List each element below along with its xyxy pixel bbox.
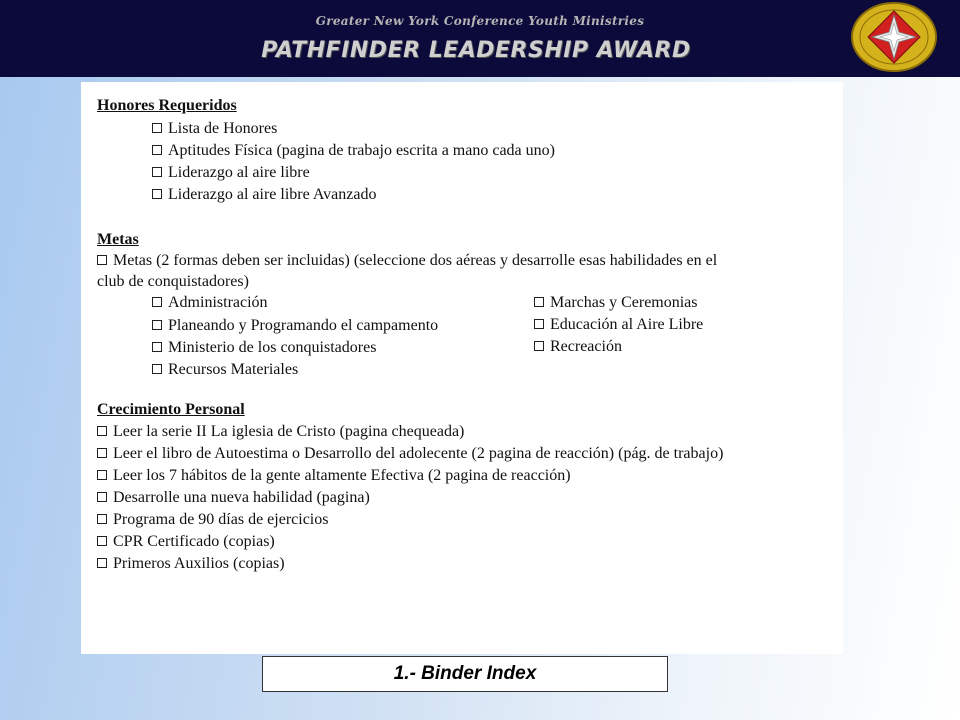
checkbox-icon — [152, 167, 162, 177]
checkbox-icon — [97, 426, 107, 436]
checkbox-icon — [152, 364, 162, 374]
checklist-item: Leer la serie II La iglesia de Cristo (pagina chequeada) — [97, 422, 464, 442]
header-banner — [0, 0, 960, 77]
checklist-item: Marchas y Ceremonias — [534, 293, 698, 313]
checklist-item: Administración — [152, 293, 268, 313]
checklist-item: Lista de Honores — [152, 119, 277, 139]
checkbox-icon — [97, 470, 107, 480]
checklist-item: Liderazgo al aire libre — [152, 163, 310, 183]
checklist-item: Metas (2 formas deben ser incluidas) (seleccione dos aéreas y desarrolle esas habilidades en el — [97, 251, 717, 271]
checkbox-icon — [152, 320, 162, 330]
section-heading-metas: Metas — [97, 231, 139, 248]
checklist-item: Liderazgo al aire libre Avanzado — [152, 185, 376, 205]
checkbox-icon — [97, 448, 107, 458]
binder-index-document — [81, 82, 843, 654]
checkbox-icon — [534, 341, 544, 351]
header-subtitle: Greater New York Conference Youth Ministries — [315, 14, 645, 28]
checkbox-icon — [152, 189, 162, 199]
checklist-item: Aptitudes Física (pagina de trabajo escrita a mano cada uno) — [152, 141, 555, 161]
checkbox-icon — [152, 123, 162, 133]
checklist-item: Leer los 7 hábitos de la gente altamente Efectiva (2 pagina de reacción) — [97, 466, 571, 486]
metas-intro-continuation: club de conquistadores) — [97, 273, 249, 290]
checkbox-icon — [152, 145, 162, 155]
checklist-item: Recursos Materiales — [152, 360, 298, 380]
checkbox-icon — [534, 319, 544, 329]
header-title: PATHFINDER LEADERSHIP AWARD — [261, 38, 691, 63]
checkbox-icon — [97, 492, 107, 502]
checklist-item: Primeros Auxilios (copias) — [97, 554, 285, 574]
slide-caption: 1.- Binder Index — [262, 656, 668, 692]
checkbox-icon — [152, 342, 162, 352]
checklist-item: Programa de 90 días de ejercicios — [97, 510, 328, 530]
section-heading-crecimiento: Crecimiento Personal — [97, 401, 245, 418]
checkbox-icon — [97, 255, 107, 265]
checklist-item: CPR Certificado (copias) — [97, 532, 275, 552]
checklist-item: Recreación — [534, 337, 622, 357]
checklist-item: Ministerio de los conquistadores — [152, 338, 376, 358]
checkbox-icon — [534, 297, 544, 307]
section-heading-honores: Honores Requeridos — [97, 97, 237, 114]
checklist-item: Planeando y Programando el campamento — [152, 316, 438, 336]
pathfinder-logo — [850, 1, 938, 73]
checklist-item: Educación al Aire Libre — [534, 315, 703, 335]
checkbox-icon — [97, 558, 107, 568]
checkbox-icon — [97, 536, 107, 546]
checklist-item: Leer el libro de Autoestima o Desarrollo del adolecente (2 pagina de reacción) (pág. de trabajo) — [97, 444, 723, 464]
checkbox-icon — [152, 297, 162, 307]
checkbox-icon — [97, 514, 107, 524]
checklist-item: Desarrolle una nueva habilidad (pagina) — [97, 488, 370, 508]
